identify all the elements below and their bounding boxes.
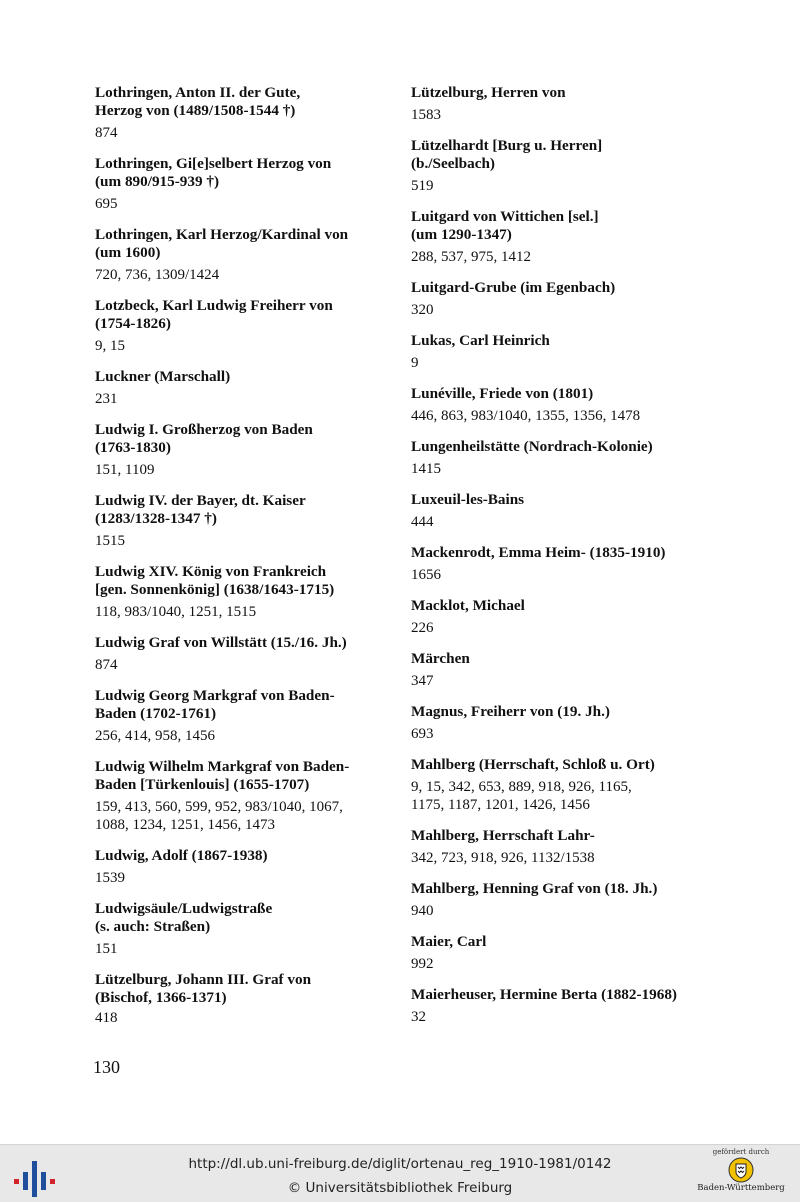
entry-page-refs: 32 xyxy=(411,1009,426,1025)
entry-page-refs: 159, 413, 560, 599, 952, 983/1040, 1067, 1088, 1234, 1251, 1456, 1473 xyxy=(95,799,343,833)
entry-page-refs: 693 xyxy=(411,726,434,742)
funder-name: Baden-Württemberg xyxy=(697,1183,785,1193)
index-entry xyxy=(411,986,751,1026)
entry-title: Ludwig, Adolf (1867-1938) xyxy=(95,847,268,864)
entry-page-refs: 231 xyxy=(95,391,118,407)
index-entry xyxy=(411,438,751,478)
entry-page-refs: 347 xyxy=(411,673,434,689)
entry-title: Lotzbeck, Karl Ludwig Freiherr von (1754-1826) xyxy=(95,297,333,332)
entry-title: Lothringen, Gi[e]selbert Herzog von (um 890/915-939 †) xyxy=(95,155,332,190)
index-entry xyxy=(411,544,751,584)
index-entry xyxy=(411,279,751,319)
entry-page-refs: 256, 414, 958, 1456 xyxy=(95,728,215,744)
entry-page-refs: 1415 xyxy=(411,461,441,477)
entry-title: Lützelhardt [Burg u. Herren] (b./Seelbach) xyxy=(411,137,603,172)
index-entry xyxy=(411,650,751,690)
index-entry xyxy=(411,756,751,814)
entry-page-refs: 720, 736, 1309/1424 xyxy=(95,267,220,283)
index-entry xyxy=(95,421,395,479)
entry-page-refs: 940 xyxy=(411,903,434,919)
entry-title: Lützelburg, Herren von xyxy=(411,84,566,101)
entry-page-refs: 1515 xyxy=(95,533,125,549)
entry-title: Mahlberg, Henning Graf von (18. Jh.) xyxy=(411,880,658,897)
entry-title: Märchen xyxy=(411,650,470,667)
index-entry xyxy=(95,687,395,745)
index-entry xyxy=(411,137,751,195)
entry-title: Luxeuil-les-Bains xyxy=(411,491,525,508)
entry-page-refs: 151, 1109 xyxy=(95,462,155,478)
index-entry xyxy=(95,758,395,834)
entry-title: Macklot, Michael xyxy=(411,597,525,614)
entry-page-refs: 9, 15 xyxy=(95,338,125,354)
index-entry xyxy=(411,332,751,372)
entry-title: Lothringen, Anton II. der Gute, Herzog von (1489/1508-1544 †) xyxy=(95,84,301,119)
page-number: 130 xyxy=(93,1057,120,1077)
index-entry xyxy=(95,900,395,958)
entry-page-refs: 151 xyxy=(95,941,118,957)
entry-title: Lukas, Carl Heinrich xyxy=(411,332,550,349)
index-entry xyxy=(411,597,751,637)
entry-page-refs: 992 xyxy=(411,956,434,972)
index-entry xyxy=(411,84,751,124)
entry-page-refs: 444 xyxy=(411,514,434,530)
index-entry xyxy=(411,827,751,867)
entry-title: Ludwigsäule/Ludwigstraße (s. auch: Straßen) xyxy=(95,900,273,935)
entry-page-refs: 320 xyxy=(411,302,434,318)
entry-title: Luckner (Marschall) xyxy=(95,368,231,385)
index-entry xyxy=(95,492,395,550)
entry-title: Ludwig Graf von Willstätt (15./16. Jh.) xyxy=(95,634,347,651)
index-entry xyxy=(95,563,395,621)
entry-page-refs: 519 xyxy=(411,178,434,194)
copyright-notice: © Universitätsbibliothek Freiburg xyxy=(287,1180,513,1196)
entry-page-refs: 9, 15, 342, 653, 889, 918, 926, 1165, 1175, 1187, 1201, 1426, 1456 xyxy=(411,779,632,813)
index-entry xyxy=(411,703,751,743)
entry-title: Magnus, Freiherr von (19. Jh.) xyxy=(411,703,610,720)
index-entry xyxy=(411,385,751,425)
source-url[interactable]: http://dl.ub.uni-freiburg.de/diglit/ortenau_reg_1910-1981/0142 xyxy=(188,1156,612,1172)
entry-page-refs: 1656 xyxy=(411,567,441,583)
index-entry xyxy=(95,297,395,355)
entry-page-refs: 342, 723, 918, 926, 1132/1538 xyxy=(411,850,595,866)
entry-title: Mahlberg, Herrschaft Lahr- xyxy=(411,827,595,844)
index-entry xyxy=(95,971,395,1027)
entry-page-refs: 226 xyxy=(411,620,434,636)
entry-page-refs: 874 xyxy=(95,657,118,673)
entry-title: Maier, Carl xyxy=(411,933,487,950)
entry-title: Luitgard-Grube (im Egenbach) xyxy=(411,279,616,296)
entry-page-refs: 446, 863, 983/1040, 1355, 1356, 1478 xyxy=(411,408,641,424)
digitization-footer xyxy=(0,1144,800,1202)
index-entry xyxy=(95,847,395,887)
index-entry xyxy=(95,155,395,213)
entry-title: Lothringen, Karl Herzog/Kardinal von (um 1600) xyxy=(95,226,349,261)
index-entry xyxy=(95,634,395,674)
entry-page-refs: 874 xyxy=(95,125,118,141)
entry-title: Lützelburg, Johann III. Graf von (Bischof, 1366-1371) xyxy=(95,971,312,1006)
entry-page-refs: 288, 537, 975, 1412 xyxy=(411,249,531,265)
funder-logo xyxy=(695,1148,787,1202)
entry-title: Mahlberg (Herrschaft, Schloß u. Ort) xyxy=(411,756,655,773)
entry-title: Ludwig I. Großherzog von Baden (1763-1830) xyxy=(95,421,313,456)
entry-page-refs: 695 xyxy=(95,196,118,212)
entry-title: Maierheuser, Hermine Berta (1882-1968) xyxy=(411,986,677,1003)
entry-page-refs: 1583 xyxy=(411,107,441,123)
entry-title: Ludwig IV. der Bayer, dt. Kaiser (1283/1328-1347 †) xyxy=(95,492,306,527)
entry-page-refs: 418 xyxy=(95,1010,118,1026)
entry-title: Lungenheilstätte (Nordrach-Kolonie) xyxy=(411,438,653,455)
entry-title: Mackenrodt, Emma Heim- (1835-1910) xyxy=(411,544,666,561)
index-entry xyxy=(95,226,395,284)
entry-title: Ludwig Wilhelm Markgraf von Baden- Baden [Türkenlouis] (1655-1707) xyxy=(95,758,350,793)
entry-page-refs: 118, 983/1040, 1251, 1515 xyxy=(95,604,257,620)
index-column-right xyxy=(411,84,751,1026)
baden-wuerttemberg-crest-icon xyxy=(728,1157,754,1183)
index-entry xyxy=(411,933,751,973)
entry-page-refs: 1539 xyxy=(95,870,125,886)
index-column-left xyxy=(95,84,395,1027)
index-entry xyxy=(411,880,751,920)
entry-page-refs: 9 xyxy=(411,355,419,371)
entry-title: Ludwig XIV. König von Frankreich [gen. Sonnenkönig] (1638/1643-1715) xyxy=(95,563,335,598)
entry-title: Ludwig Georg Markgraf von Baden- Baden (1702-1761) xyxy=(95,687,335,722)
index-entry xyxy=(411,491,751,531)
entry-title: Luitgard von Wittichen [sel.] (um 1290-1347) xyxy=(411,208,599,243)
funding-note: gefördert durch xyxy=(712,1148,770,1156)
index-entry xyxy=(95,84,395,142)
entry-title: Lunéville, Friede von (1801) xyxy=(411,385,594,402)
index-entry xyxy=(95,368,395,408)
index-entry xyxy=(411,208,751,266)
